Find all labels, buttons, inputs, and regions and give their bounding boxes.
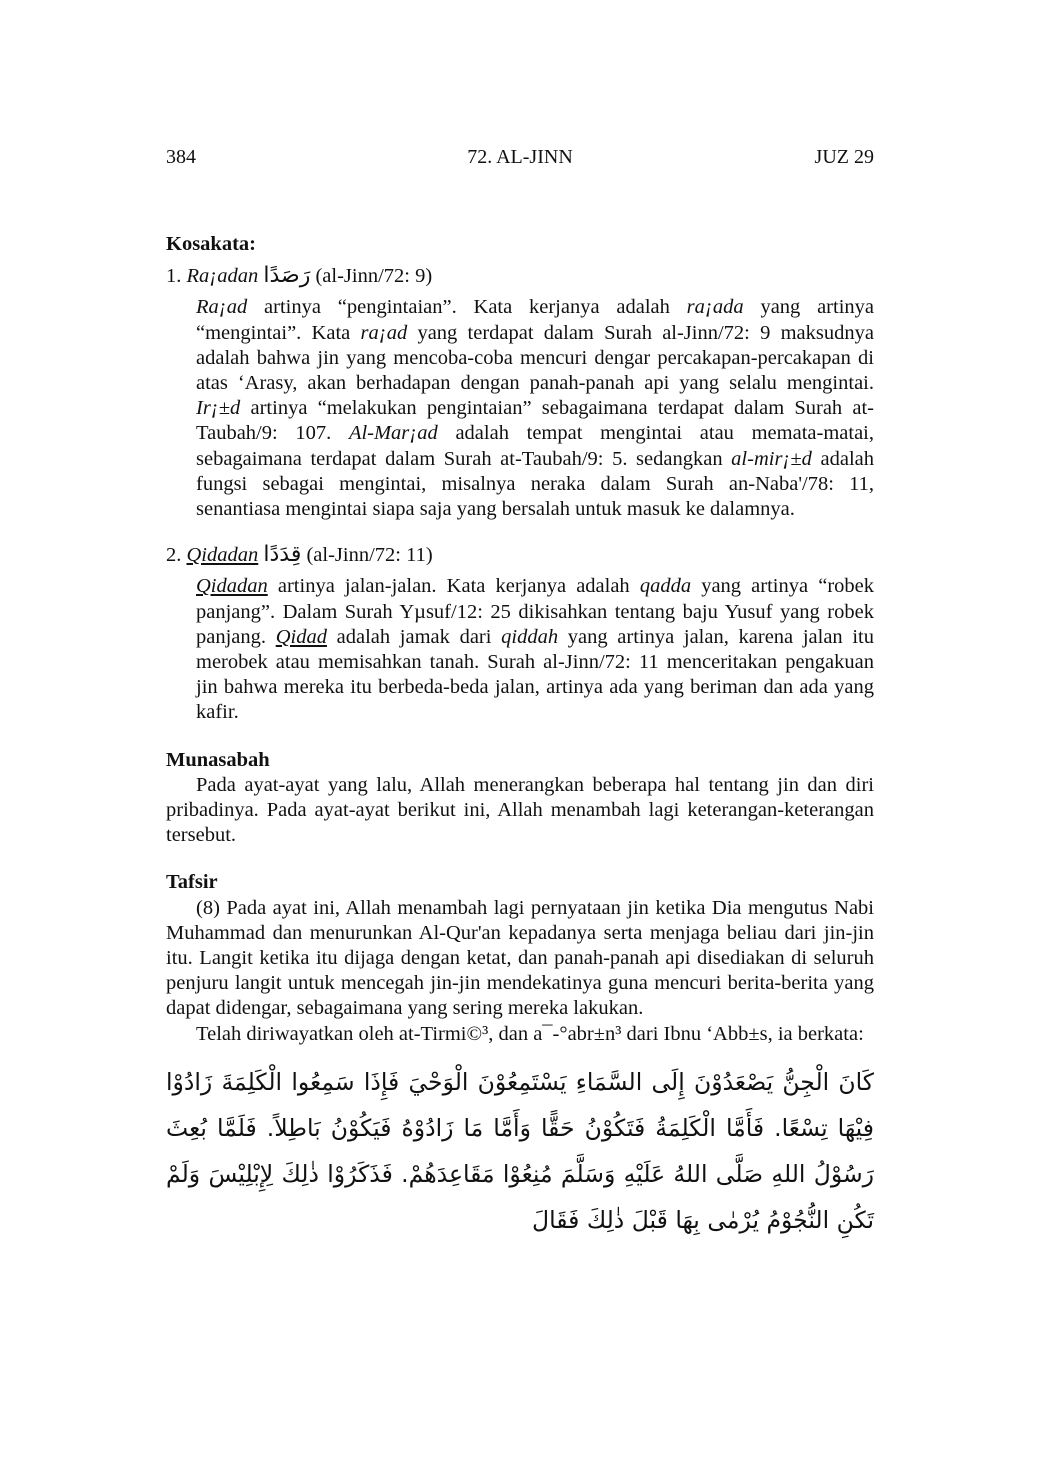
definition-term: Qidadan bbox=[196, 575, 268, 598]
definition-term: ra¡ad bbox=[360, 321, 408, 344]
entry-title bbox=[166, 542, 874, 568]
definition-text: yang artinya “mengintai”. Kata bbox=[196, 296, 874, 344]
definition-term: Qidad bbox=[275, 625, 327, 648]
definition-text: adalah jamak dari bbox=[326, 625, 502, 648]
entry-number: 2. bbox=[166, 544, 187, 567]
entry-number: 1. bbox=[166, 265, 187, 288]
definition-term: ra¡ada bbox=[686, 296, 744, 319]
hadith-arabic-text: كَانَ الْجِنُّ يَصْعَدُوْنَ إِلَى السَّمَاءِ يَسْتَمِعُوْنَ الْوَحْيَ فَإِذَا سَمِعُوا الْكَلِمَةَ زَادُوْا فِيْهَا تِسْعًا. فَأَمَّا الْكَلِمَةُ فَتَكُوْنُ حَقًّا وَأَمَّا مَا زَادُوْهُ فَيَكُوْنُ بَاطِلاً. فَلَمَّا بُعِثَ رَسُوْلُ اللهِ صَلَّى اللهُ عَلَيْهِ وَسَلَّمَ مُنِعُوْا مَقَاعِدَهُمْ. فَذَكَرُوْا ذٰلِكَ لِإِبْلِيْسَ وَلَمْ تَكُنِ النُّجُوْمُ يُرْمٰى بِهَا قَبْلَ ذٰلِكَ فَقَالَ bbox=[166, 1067, 874, 1234]
vocabulary-entry bbox=[166, 263, 874, 522]
definition-text: yang artinya jalan, karena jalan itu merobek atau memisahkan tanah. Surah al-Jinn/72: 11 menceritakan pengakuan jin bahwa mereka itu berbeda-beda jalan, artinya ada yang beriman dan ada yang kafir. bbox=[196, 625, 874, 724]
definition-text: artinya “pengintaian”. Kata kerjanya adalah bbox=[247, 296, 687, 319]
definition-term: Al-Mar¡ad bbox=[348, 422, 438, 445]
definition-term: Ir¡±d bbox=[196, 397, 241, 420]
running-header bbox=[166, 146, 874, 172]
munasabah-text: Pada ayat-ayat yang lalu, Allah menerangkan beberapa hal tentang jin dan diri pribadinya. Pada ayat-ayat berikut ini, Allah menambah lagi keterangan-keterangan tersebut. bbox=[166, 773, 874, 847]
tafsir-paragraph: (8) Pada ayat ini, Allah menambah lagi pernyataan jin ketika Dia mengutus Nabi Muhammad dan menurunkan Al-Qur'an kepadanya serta menjaga beliau dari jin-jin itu. Langit ketika itu dijaga dengan ketat, dan panah-panah api disediakan di seluruh penjuru langit untuk mencegah jin-jin mendekatinya guna mencuri berita-berita yang dapat didengar, sebagaimana yang sering mereka lakukan. bbox=[166, 896, 874, 1020]
definition-term: qiddah bbox=[501, 625, 559, 648]
vocabulary-list bbox=[166, 263, 874, 725]
juz-label: JUZ 29 bbox=[814, 146, 874, 168]
tafsir-paragraph: Telah diriwayatkan oleh at-Tirmi©³, dan a¯-°abr±n³ dari Ibnu ‘Abb±s, ia berkata: bbox=[196, 1022, 864, 1045]
entry-term: Ra¡adan bbox=[186, 265, 259, 288]
kosakata-heading: Kosakata: bbox=[166, 233, 256, 255]
definition-text: yang artinya “robek panjang”. Dalam Surah Yµsuf/12: 25 dikisahkan tentang baju Yusuf yang robek panjang. bbox=[196, 575, 874, 648]
definition-text: artinya jalan-jalan. Kata kerjanya adalah bbox=[267, 575, 640, 598]
definition-term: al-mir¡±d bbox=[731, 447, 812, 470]
page-body bbox=[166, 232, 874, 1243]
entry-definition bbox=[196, 574, 874, 725]
entry-definition bbox=[196, 295, 874, 522]
entry-term: Qidadan bbox=[186, 544, 259, 567]
definition-term: Ra¡ad bbox=[196, 296, 248, 319]
definition-text: artinya “melakukan pengintaian” sebagaimana terdapat dalam Surah at-Taubah/9: 107. bbox=[196, 397, 874, 445]
entry-reference: (al-Jinn/72: 11) bbox=[306, 544, 433, 567]
chapter-title: 72. AL-JINN bbox=[467, 146, 573, 168]
page-number: 384 bbox=[166, 146, 196, 168]
entry-arabic: رَصَدًا bbox=[263, 263, 311, 289]
definition-term: qadda bbox=[639, 575, 692, 598]
definition-text: yang terdapat dalam Surah al-Jinn/72: 9 maksudnya adalah bahwa jin yang mencoba-coba mencuri dengar percakapan-percakapan di atas ‘Arasy, akan berhadapan dengan panah-panah api yang selalu mengintai. bbox=[196, 321, 874, 395]
munasabah-heading: Munasabah bbox=[166, 748, 270, 771]
entry-arabic: قِدَدًا bbox=[263, 542, 302, 568]
entry-reference: (al-Jinn/72: 9) bbox=[315, 265, 433, 288]
definition-text: adalah fungsi sebagai mengintai, misalnya neraka dalam Surah an-Naba'/78: 11, senantiasa mengintai siapa saja yang bersalah untuk masuk ke dalamnya. bbox=[196, 447, 874, 521]
entry-title bbox=[166, 263, 874, 289]
vocabulary-entry bbox=[166, 542, 874, 725]
tafsir-heading: Tafsir bbox=[166, 871, 218, 894]
definition-text: adalah tempat mengintai atau memata-matai, sebagaimana terdapat dalam Surah at-Taubah/9: 5. sedangkan bbox=[196, 422, 874, 470]
